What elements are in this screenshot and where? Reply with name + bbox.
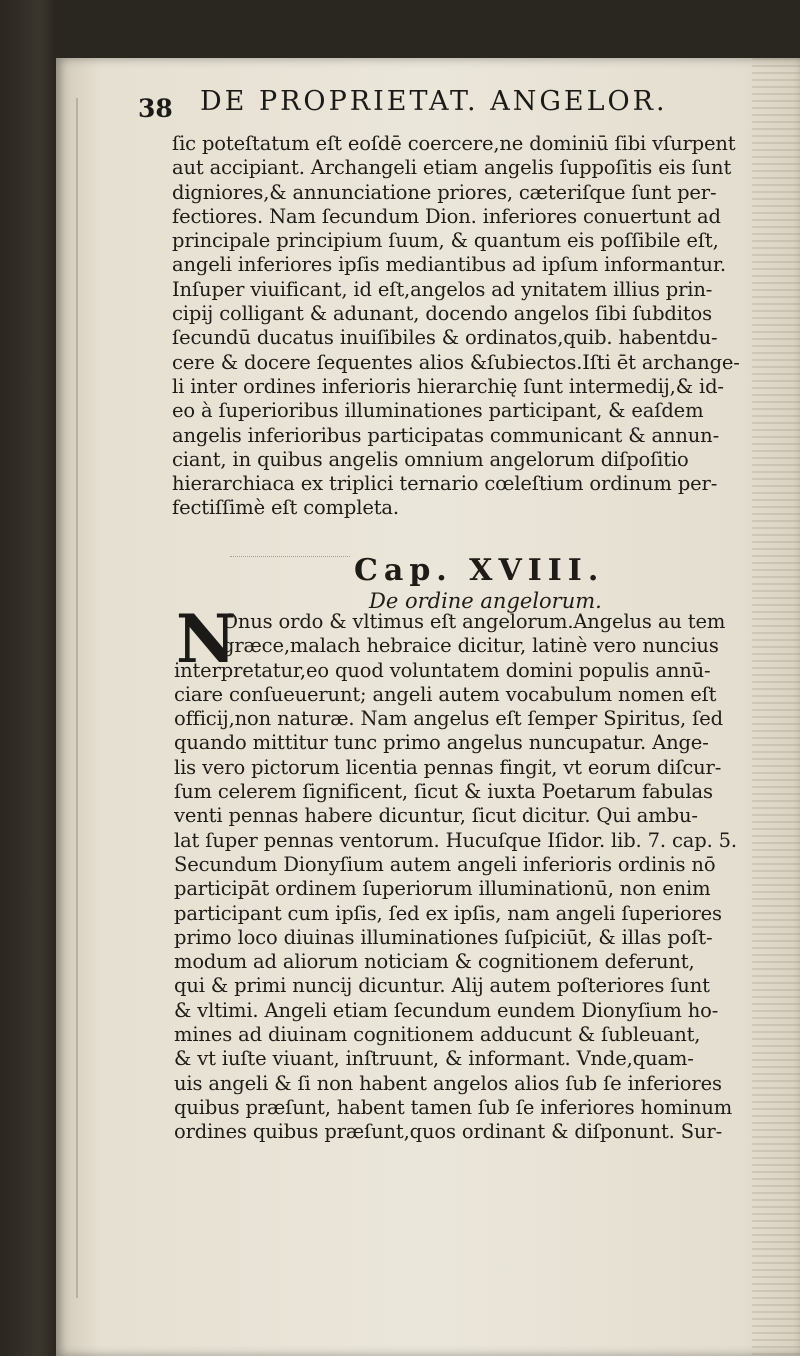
text-line: cipij colligant & adunant, docendo angelos ſibi ſubditos [172, 302, 712, 326]
text-line: aut accipiant. Archangeli etiam angelis ſuppoſitis eis ſunt [172, 156, 732, 180]
text-line: lat ſuper pennas ventorum. Hucuſque Iſidor. lib. 7. cap. 5. [174, 828, 737, 852]
text-line: quibus præſunt, habent tamen ſub ſe inferiores hominum [174, 1095, 733, 1119]
text-line: cere & docere ſequentes alios &ſubiectos.Iſti ēt archange- [172, 350, 740, 374]
text-line: fectiores. Nam ſecundum Dion. inferiores conuertunt ad [172, 204, 721, 228]
text-line: Inſuper viuificant, id eſt,angelos ad ynitatem illius prin- [172, 277, 713, 301]
text-line: primo loco diuinas illuminationes ſuſpiciūt, & illas poſt- [174, 925, 713, 949]
text-line: eo à ſuperioribus illuminationes participant, & eaſdem [172, 399, 704, 423]
text-line: quando mittitur tunc primo angelus nuncupatur. Ange- [174, 731, 709, 755]
drop-cap: N [176, 600, 237, 678]
text-line: ſecundū ducatus inuiſibiles & ordinatos,quib. habentdu- [172, 326, 718, 350]
text-line: & vltimi. Angeli etiam ſecundum eundem Dionyſium ho- [174, 998, 719, 1022]
text-line: venti pennas habere dicuntur, ſicut dicitur. Qui ambu- [174, 804, 698, 828]
text-line: ordines quibus præſunt,quos ordinant & diſponunt. Sur- [174, 1120, 723, 1144]
text-line: uis angeli & ſi non habent angelos alios ſub ſe inferiores [174, 1071, 722, 1095]
text-line: participāt ordinem ſuperiorum illuminationū, non enim [174, 877, 711, 901]
text-line: digniores,& annunciatione priores, cæteriſque ſunt per- [172, 180, 717, 204]
text-line: hierarchiaca ex triplici ternario cœleſtium ordinum per- [172, 472, 718, 496]
section-divider [230, 544, 350, 557]
running-head: DE PROPRIETAT. ANGELOR. [200, 86, 668, 117]
text-line: li inter ordines inferioris hierarchię ſunt intermedij,& id- [172, 374, 724, 398]
text-line: Onus ordo & vltimus eſt angelorum.Angelus au tem [222, 610, 726, 633]
text-line: qui & primi nuncij dicuntur. Alij autem poſteriores ſunt [174, 974, 710, 998]
text-line: mines ad diuinam cognitionem adducunt & ſubleuant, [174, 1023, 701, 1047]
text-line: officij,non naturæ. Nam angelus eſt ſemper Spiritus, ſed [174, 707, 723, 731]
chapter-title: Cap. XVIII. [354, 553, 605, 588]
text-line: fectiſſimè eſt completa. [172, 496, 399, 520]
text-line: lis vero pictorum licentia pennas fingit, vt eorum diſcur- [174, 755, 722, 779]
text-line: principale principium ſuum, & quantum eis poſſibile eſt, [172, 229, 719, 253]
text-line: ſic poteſtatum eſt eoſdē coercere,ne dominiū ſibi vſurpent [172, 132, 736, 155]
text-line: modum ad aliorum noticiam & cognitionem deferunt, [174, 950, 695, 974]
text-line: & vt iuſte viuant, inſtruunt, & informant. Vnde,quam- [174, 1047, 694, 1071]
chapter-subtitle: De ordine angelorum. [369, 589, 602, 613]
text-line: ciant, in quibus angelis omnium angelorum diſpoſitio [172, 447, 689, 471]
text-line: græce,malach hebraice dicitur, latinè vero nuncius [222, 634, 719, 658]
text-line: angeli inferiores ipſis mediantibus ad ipſum informantur. [172, 253, 726, 277]
gutter-line [76, 98, 78, 1298]
text-line: interpretatur,eo quod voluntatem domini populis annū- [174, 658, 711, 682]
paragraph-1 [172, 132, 762, 521]
text-line: participant cum ipſis, ſed ex ipſis, nam angeli ſuperiores [174, 901, 722, 925]
text-line: ſum celerem ſignificent, ſicut & iuxta Poetarum fabulas [174, 780, 713, 804]
text-line: angelis inferioribus participatas communicant & annun- [172, 423, 720, 447]
page-number: 38 [138, 94, 173, 123]
paragraph-2 [174, 610, 774, 1145]
page-header [138, 84, 698, 124]
text-line: Secundum Dionyſium autem angeli inferioris ordinis nō [174, 852, 716, 876]
text-line: ciare conſueuerunt; angeli autem vocabulum nomen eſt [174, 682, 717, 706]
